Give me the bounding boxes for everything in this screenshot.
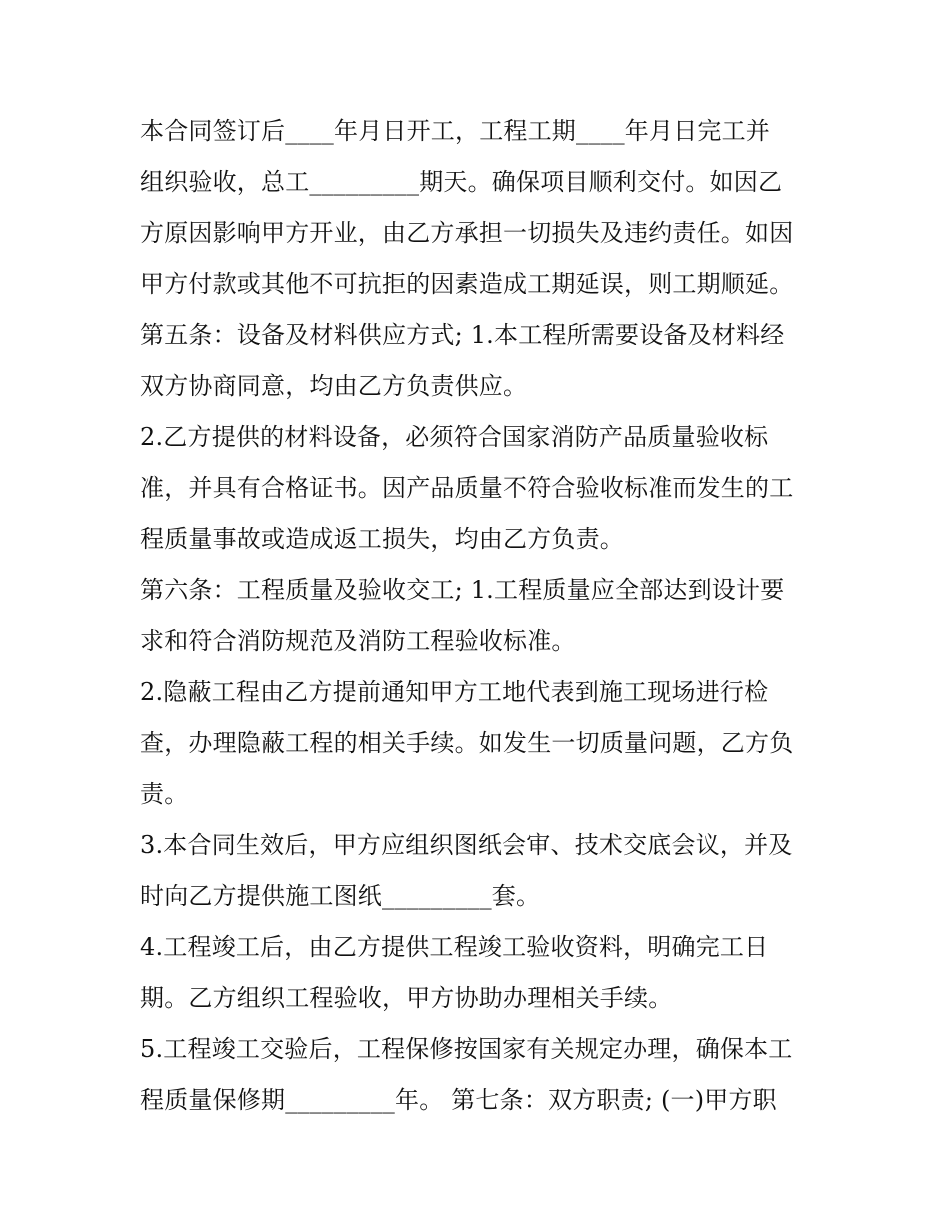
text-line: 5.工程竣工交验后，工程保修按国家有关规定办理，确保本工 xyxy=(140,1035,793,1063)
text-line: 第五条：设备及材料供应方式; 1.本工程所需要设备及材料经 xyxy=(140,321,785,349)
text-line: 第六条：工程质量及验收交工; 1.工程质量应全部达到设计要 xyxy=(140,576,785,604)
text-line: 准，并具有合格证书。因产品质量不符合验收标准而发生的工 xyxy=(140,474,794,502)
text-line: 3.本合同生效后，甲方应组织图纸会审、技术交底会议，并及 xyxy=(140,831,793,859)
text-line: 双方协商同意，均由乙方负责供应。 xyxy=(140,372,528,400)
text-line: 组织验收，总工_________期天。确保项目顺利交付。如因乙 xyxy=(140,168,783,196)
text-line: 甲方付款或其他不可抗拒的因素造成工期延误，则工期顺延。 xyxy=(140,270,794,298)
text-line: 2.乙方提供的材料设备，必须符合国家消防产品质量验收标 xyxy=(140,423,769,451)
text-line: 4.工程竣工后，由乙方提供工程竣工验收资料，明确完工日 xyxy=(140,933,769,961)
text-line: 程质量事故或造成返工损失，均由乙方负责。 xyxy=(140,525,624,553)
text-line: 2.隐蔽工程由乙方提前通知甲方工地代表到施工现场进行检 xyxy=(140,678,769,706)
text-line: 时向乙方提供施工图纸_________套。 xyxy=(140,882,541,910)
text-line: 本合同签订后____年月日开工，工程工期____年月日完工并 xyxy=(140,117,770,145)
text-line: 查，办理隐蔽工程的相关手续。如发生一切质量问题，乙方负 xyxy=(140,729,794,757)
text-line: 责。 xyxy=(140,780,189,808)
text-line: 期。乙方组织工程验收，甲方协助办理相关手续。 xyxy=(140,984,673,1012)
text-line: 程质量保修期_________年。 第七条：双方职责; (一)甲方职 xyxy=(140,1086,777,1114)
text-line: 方原因影响甲方开业，由乙方承担一切损失及违约责任。如因 xyxy=(140,219,794,247)
contract-body xyxy=(140,106,820,1126)
text-line: 求和符合消防规范及消防工程验收标准。 xyxy=(140,627,576,655)
